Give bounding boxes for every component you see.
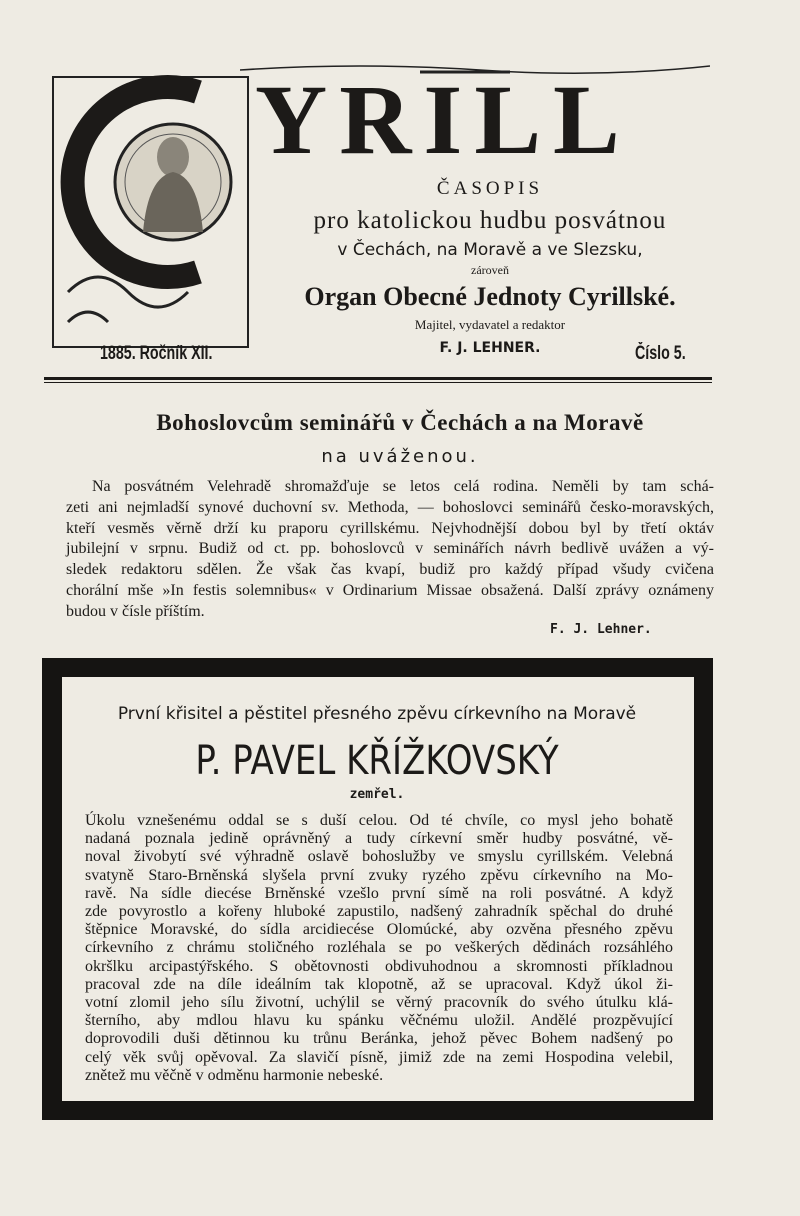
- header-rule-thin: [44, 382, 712, 383]
- text-line: zde povyrostlo a kořeny hluboké zapustilo, nadšený zahradník spěchal do druhé: [85, 903, 673, 920]
- initial-c-logo-with-saint-portrait: [48, 62, 258, 362]
- obituary-name: P. PAVEL KŘÍŽKOVSKÝ: [195, 738, 559, 784]
- text-line: Úkolu vznešenému oddal se s duší celou. Od té chvíle, co mysl jeho bohatě: [85, 812, 673, 829]
- text-line: zeti ani nejmladší synové duchovní sv. Methoda, — bohoslovci seminářů česko-moravských,: [66, 498, 714, 516]
- text-line: pracoval zde na díle ideálním tak klopotně, až se upracoval. Když úkol ži-: [85, 975, 673, 993]
- owner-label: Majitel, vydavatel a redaktor: [414, 317, 566, 332]
- owner-name: F. J. LEHNER.: [439, 340, 541, 356]
- also-label: zároveň: [471, 263, 509, 277]
- text-line: znětež mu věčně v odměnu harmonie nebeské.: [85, 1066, 384, 1084]
- text-line: nadaná poznala jedině oprávněný a tudy církevní směr hudby posvátné, vě-: [85, 830, 673, 848]
- text-line: svatyně Staro-Brněnská slyšela první zvuky ryzého zpěvu církevního na Mo-: [85, 866, 673, 884]
- text-line: doprovodili duši dětinnou ku trůnu Beránka, jehož pěvec Bohem nadšený po: [85, 1030, 673, 1048]
- journal-title: YRILL: [255, 64, 632, 175]
- text-line: Na posvátném Velehradě shromažďuje se letos celá rodina. Neměli by tam schá-: [92, 478, 714, 495]
- article-subtitle: na uváženou.: [321, 446, 479, 467]
- text-line: církevního z chrámu stoličného rozléhala se po veškerých dědinách rozsáhlého: [85, 939, 673, 957]
- text-line: šterního, aby mdlou hlavu ku spánku věčnému uložil. Andělé prozpěvující: [85, 1012, 673, 1030]
- text-line: sledek redaktoru sdělen. Že však čas kvapí, budiž pro každý případ všudy cvičena: [66, 561, 714, 579]
- organ-line: Organ Obecné Jednoty Cyrillské.: [304, 282, 676, 311]
- obituary-intro: První křisitel a pěstitel přesného zpěvu církevního na Moravě: [117, 704, 637, 724]
- article-signature: F. J. Lehner.: [550, 622, 652, 637]
- text-line: celý věk svůj opěvoval. Za slavičí písně, jimiž zde na zemi Hospodina velebil,: [85, 1048, 673, 1066]
- journal-subtitle: ČASOPIS: [436, 178, 544, 199]
- header-rule: [44, 377, 712, 380]
- year-volume: 1885. Ročník XII.: [100, 343, 213, 364]
- obituary-died: zemřel.: [349, 787, 405, 802]
- journal-region: v Čechách, na Moravě a ve Slezsku,: [337, 240, 643, 260]
- text-line: ravě. Na sídle diecése Brněnské vzešlo první símě na roli posvátné. A když: [85, 884, 673, 902]
- text-line: noval živobytí své výhradně oslavě bohoslužby ve smyslu cyrillském. Velebná: [85, 848, 673, 866]
- journal-tagline: pro katolickou hudbu posvátnou: [313, 207, 667, 234]
- text-line: štěpnice Moravské, do sídla arcidiecése Olomúcké, aby ozvěna přesného zpěvu: [85, 921, 673, 939]
- text-line: budou v čísle příštím.: [66, 602, 205, 620]
- article-title: Bohoslovcům seminářů v Čechách a na Moravě: [156, 410, 644, 435]
- text-line: chorální mše »In festis solemnibus« v Ordinarium Missae obsažená. Další zprávy oznámeny: [66, 582, 714, 599]
- text-line: okršlku arcipastýřského. S obětovnosti obdivuhodnou a skromnosti příkladnou: [85, 957, 673, 975]
- text-line: jubilejní v srpnu. Budiž od ct. pp. bohoslovců v seminářích návrh bedlivě uvážen a vý-: [66, 540, 714, 558]
- text-line: kteří vesměs věrně drží ku praporu cyrillskému. Nejvhodnější dobou byl by třetí oktáv: [66, 519, 714, 537]
- text-line: votní zlomil jeho sílu životní, uchýlil se věrný pracovník do svého útulku klá-: [85, 994, 673, 1011]
- issue-number: Číslo 5.: [635, 343, 686, 364]
